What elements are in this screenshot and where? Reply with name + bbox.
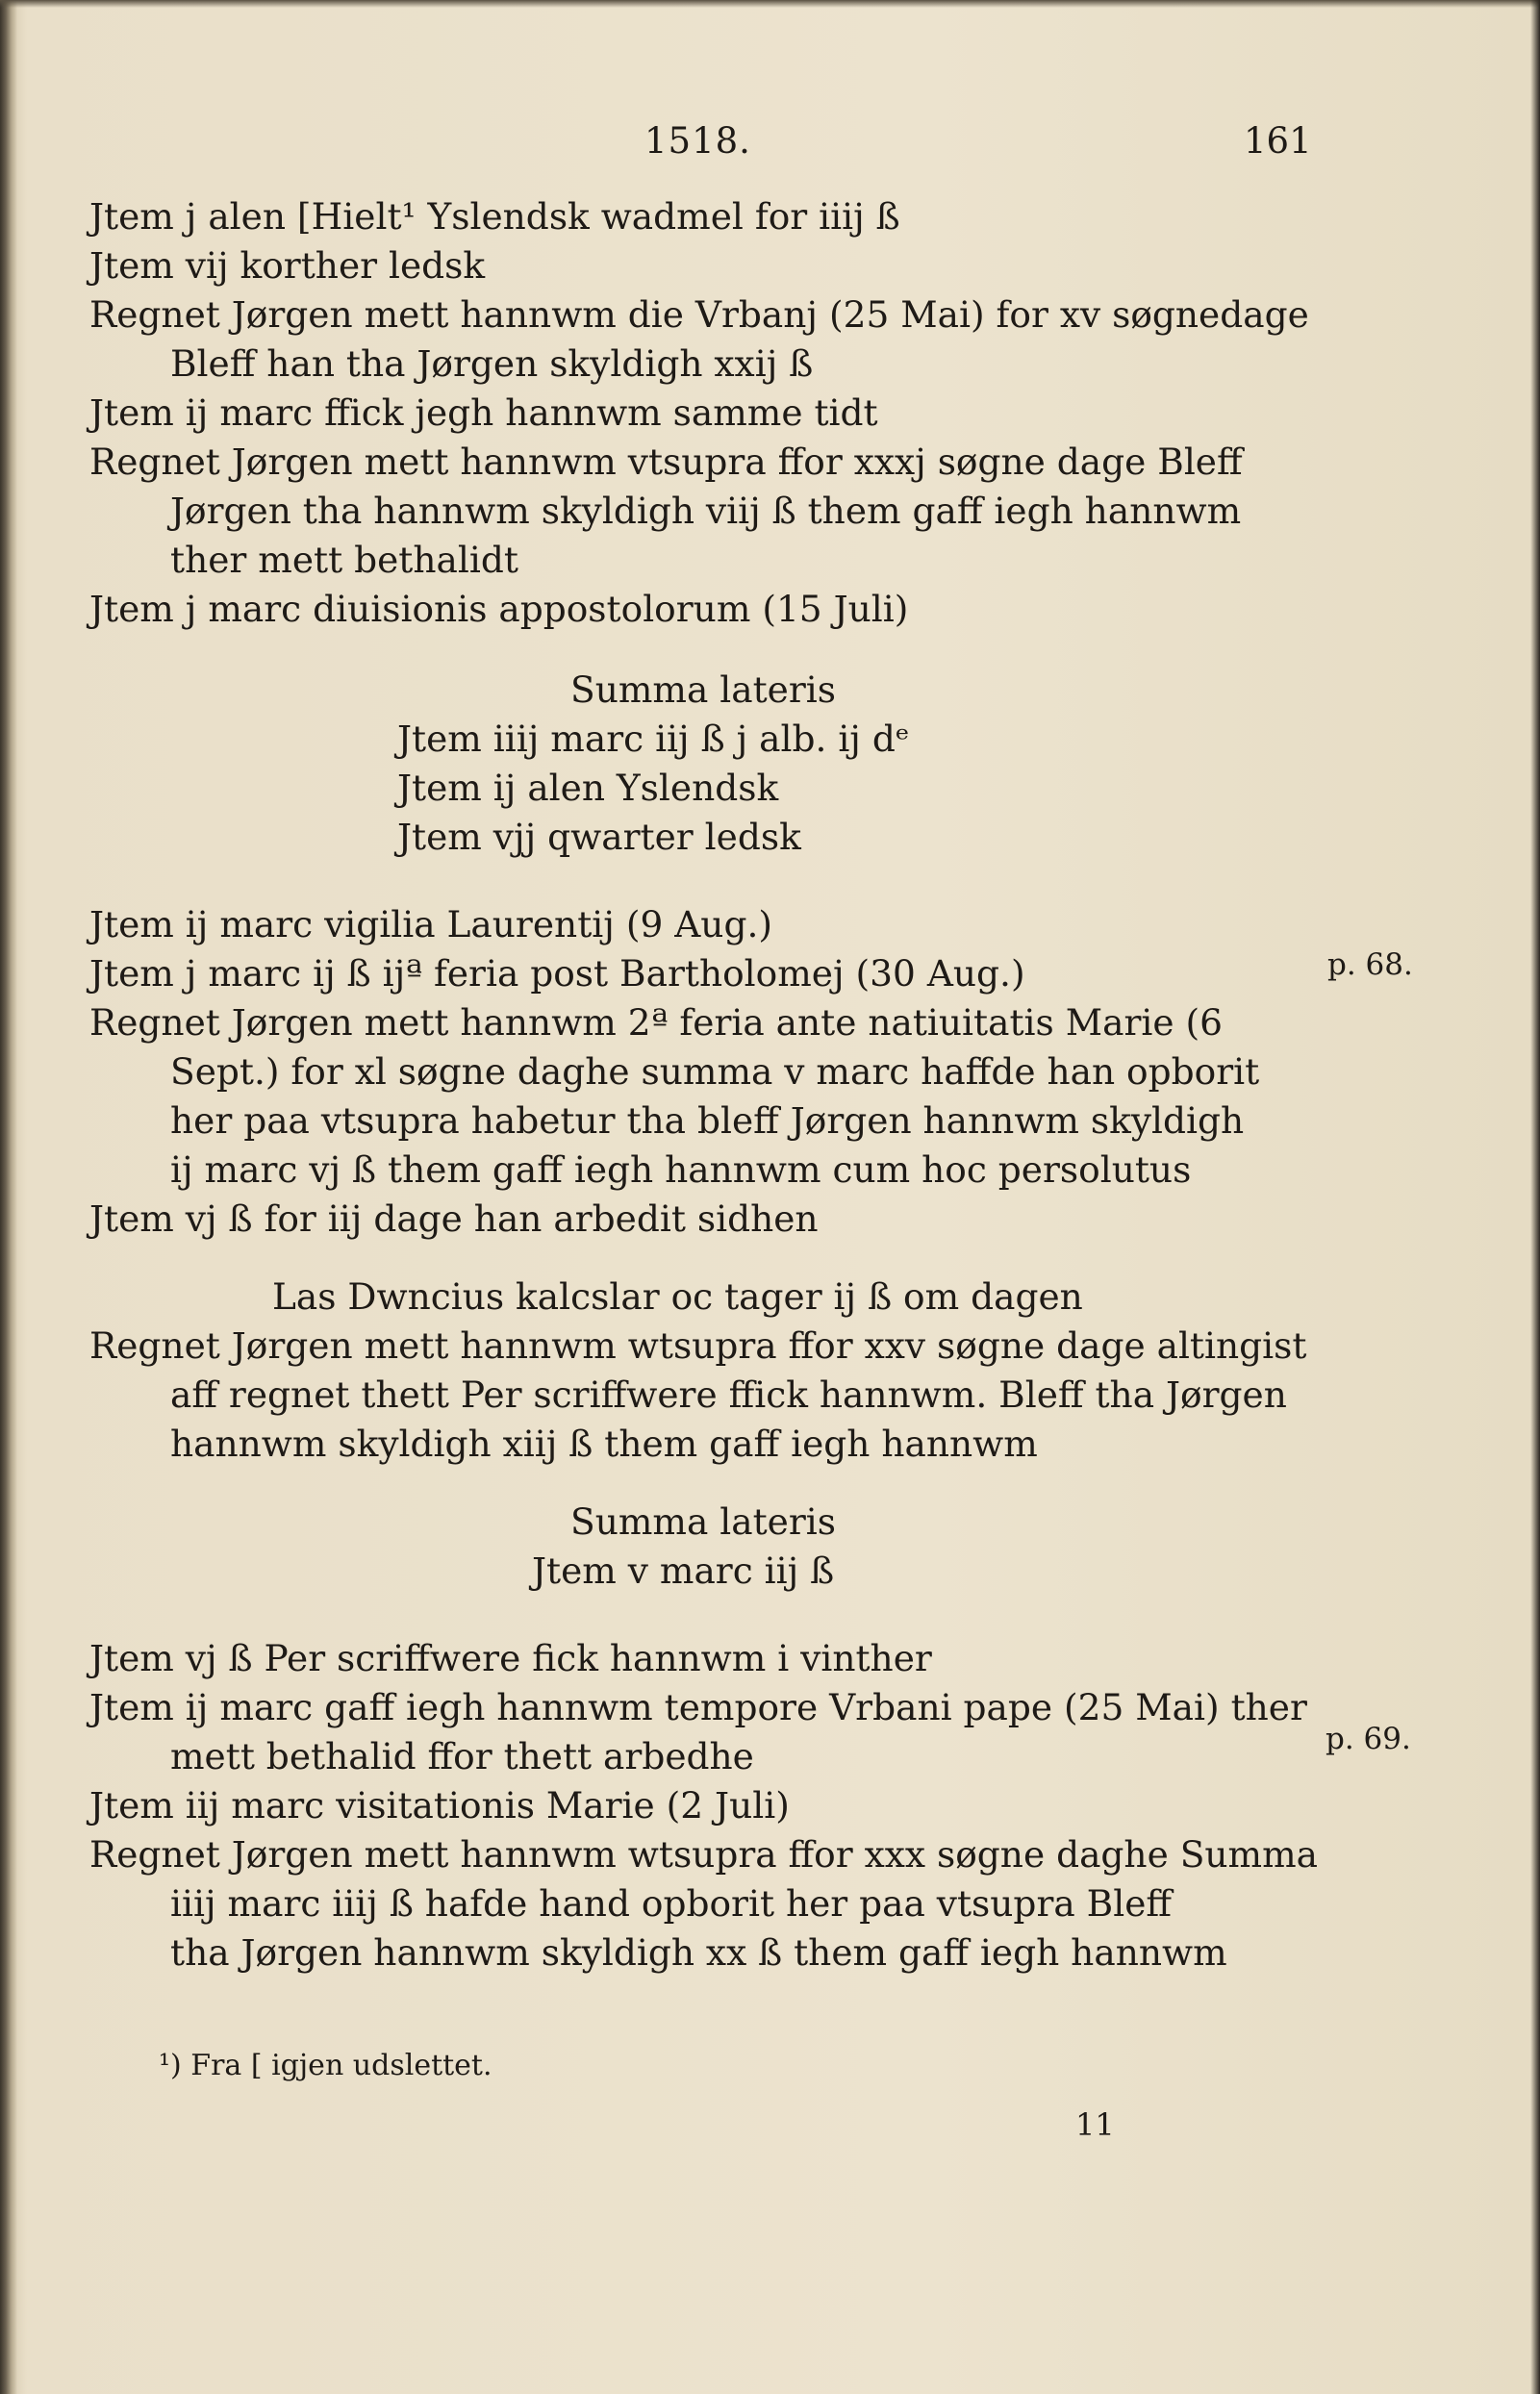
section-heading: Las Dwncius kalcslar oc tager ij ß om dagen (272, 1275, 1083, 1318)
text-line: Regnet Jørgen mett hannwm wtsupra ffor xxv søgne dage altingist (89, 1324, 1307, 1367)
text-line: Sept.) for xl søgne daghe summa v marc haffde han opborit (170, 1050, 1260, 1093)
text-line: aff regnet thett Per scriffwere ffick hannwm. Bleff tha Jørgen (170, 1373, 1287, 1416)
text-line: Jtem vj ß for iij dage han arbedit sidhen (89, 1197, 819, 1240)
text-line: Jtem j marc diuisionis appostolorum (15 Juli) (89, 588, 909, 630)
text-line: Bleff han tha Jørgen skyldigh xxij ß (170, 342, 814, 385)
text-line: Regnet Jørgen mett hannwm vtsupra ffor xxxj søgne dage Bleff (89, 441, 1243, 483)
text-line: Jtem vj ß Per scriffwere fick hannwm i vinther (89, 1637, 932, 1679)
text-line: Jtem j marc ij ß ijª feria post Bartholomej (30 Aug.) (89, 952, 1025, 995)
spacer (89, 1244, 1350, 1273)
text-line: mett bethalid ffor thett arbedhe (170, 1735, 754, 1777)
page-header (0, 120, 1540, 168)
text-line: tha Jørgen hannwm skyldigh xx ß them gaff iegh hannwm (170, 1931, 1227, 1974)
page-top-edge (0, 0, 1540, 8)
text-line: ther mett bethalidt (170, 539, 518, 581)
summa-line: Jtem iiij marc iij ß j alb. ij dᵉ (397, 718, 910, 760)
text-line: iiij marc iiij ß hafde hand opborit her paa vtsupra Bleff (170, 1882, 1173, 1925)
summa-line: Jtem v marc iij ß (532, 1550, 835, 1592)
running-head-year: 1518. (644, 120, 751, 162)
signature-mark: 11 (1075, 2106, 1115, 2143)
spacer (89, 634, 1350, 666)
text-line: Jtem ij marc ffick jegh hannwm samme tidt (89, 391, 878, 434)
text-line: Jtem j alen [Hielt¹ Yslendsk wadmel for iiij ß (89, 195, 900, 238)
body-text (89, 192, 1350, 1978)
spacer (89, 862, 1350, 900)
text-line: Regnet Jørgen mett hannwm wtsupra ffor xxx søgne daghe Summa (89, 1833, 1319, 1876)
text-line: Regnet Jørgen mett hannwm 2ª feria ante natiuitatis Marie (6 (89, 1001, 1223, 1044)
spacer (89, 1469, 1350, 1498)
summa-heading: Summa lateris (570, 668, 837, 711)
text-line: Jtem iij marc visitationis Marie (2 Juli) (89, 1784, 790, 1827)
text-line: Jtem vij korther ledsk (89, 244, 486, 287)
text-line: Jtem ij marc vigilia Laurentij (9 Aug.) (89, 903, 773, 945)
margin-page-reference: p. 68. (1327, 947, 1413, 982)
text-line: hannwm skyldigh xiij ß them gaff iegh hannwm (170, 1423, 1038, 1465)
page-number: 161 (1244, 120, 1312, 162)
text-line: Regnet Jørgen mett hannwm die Vrbanj (25 Mai) for xv søgnedage (89, 293, 1309, 336)
summa-line: Jtem ij alen Yslendsk (397, 767, 779, 809)
page-right-edge (1530, 0, 1540, 2394)
spacer (89, 1596, 1350, 1634)
margin-page-reference: p. 69. (1325, 1722, 1411, 1756)
text-line: her paa vtsupra habetur tha bleff Jørgen hannwm skyldigh (170, 1099, 1245, 1142)
text-line: ij marc vj ß them gaff iegh hannwm cum hoc persolutus (170, 1148, 1192, 1191)
summa-heading: Summa lateris (570, 1500, 837, 1543)
footnote: ¹) Fra [ igjen udslettet. (159, 2049, 492, 2082)
page-binding-edge (0, 0, 17, 2394)
summa-line: Jtem vjj qwarter ledsk (397, 816, 801, 858)
text-line: Jørgen tha hannwm skyldigh viij ß them gaff iegh hannwm (170, 490, 1242, 532)
text-line: Jtem ij marc gaff iegh hannwm tempore Vrbani pape (25 Mai) ther (89, 1686, 1307, 1728)
